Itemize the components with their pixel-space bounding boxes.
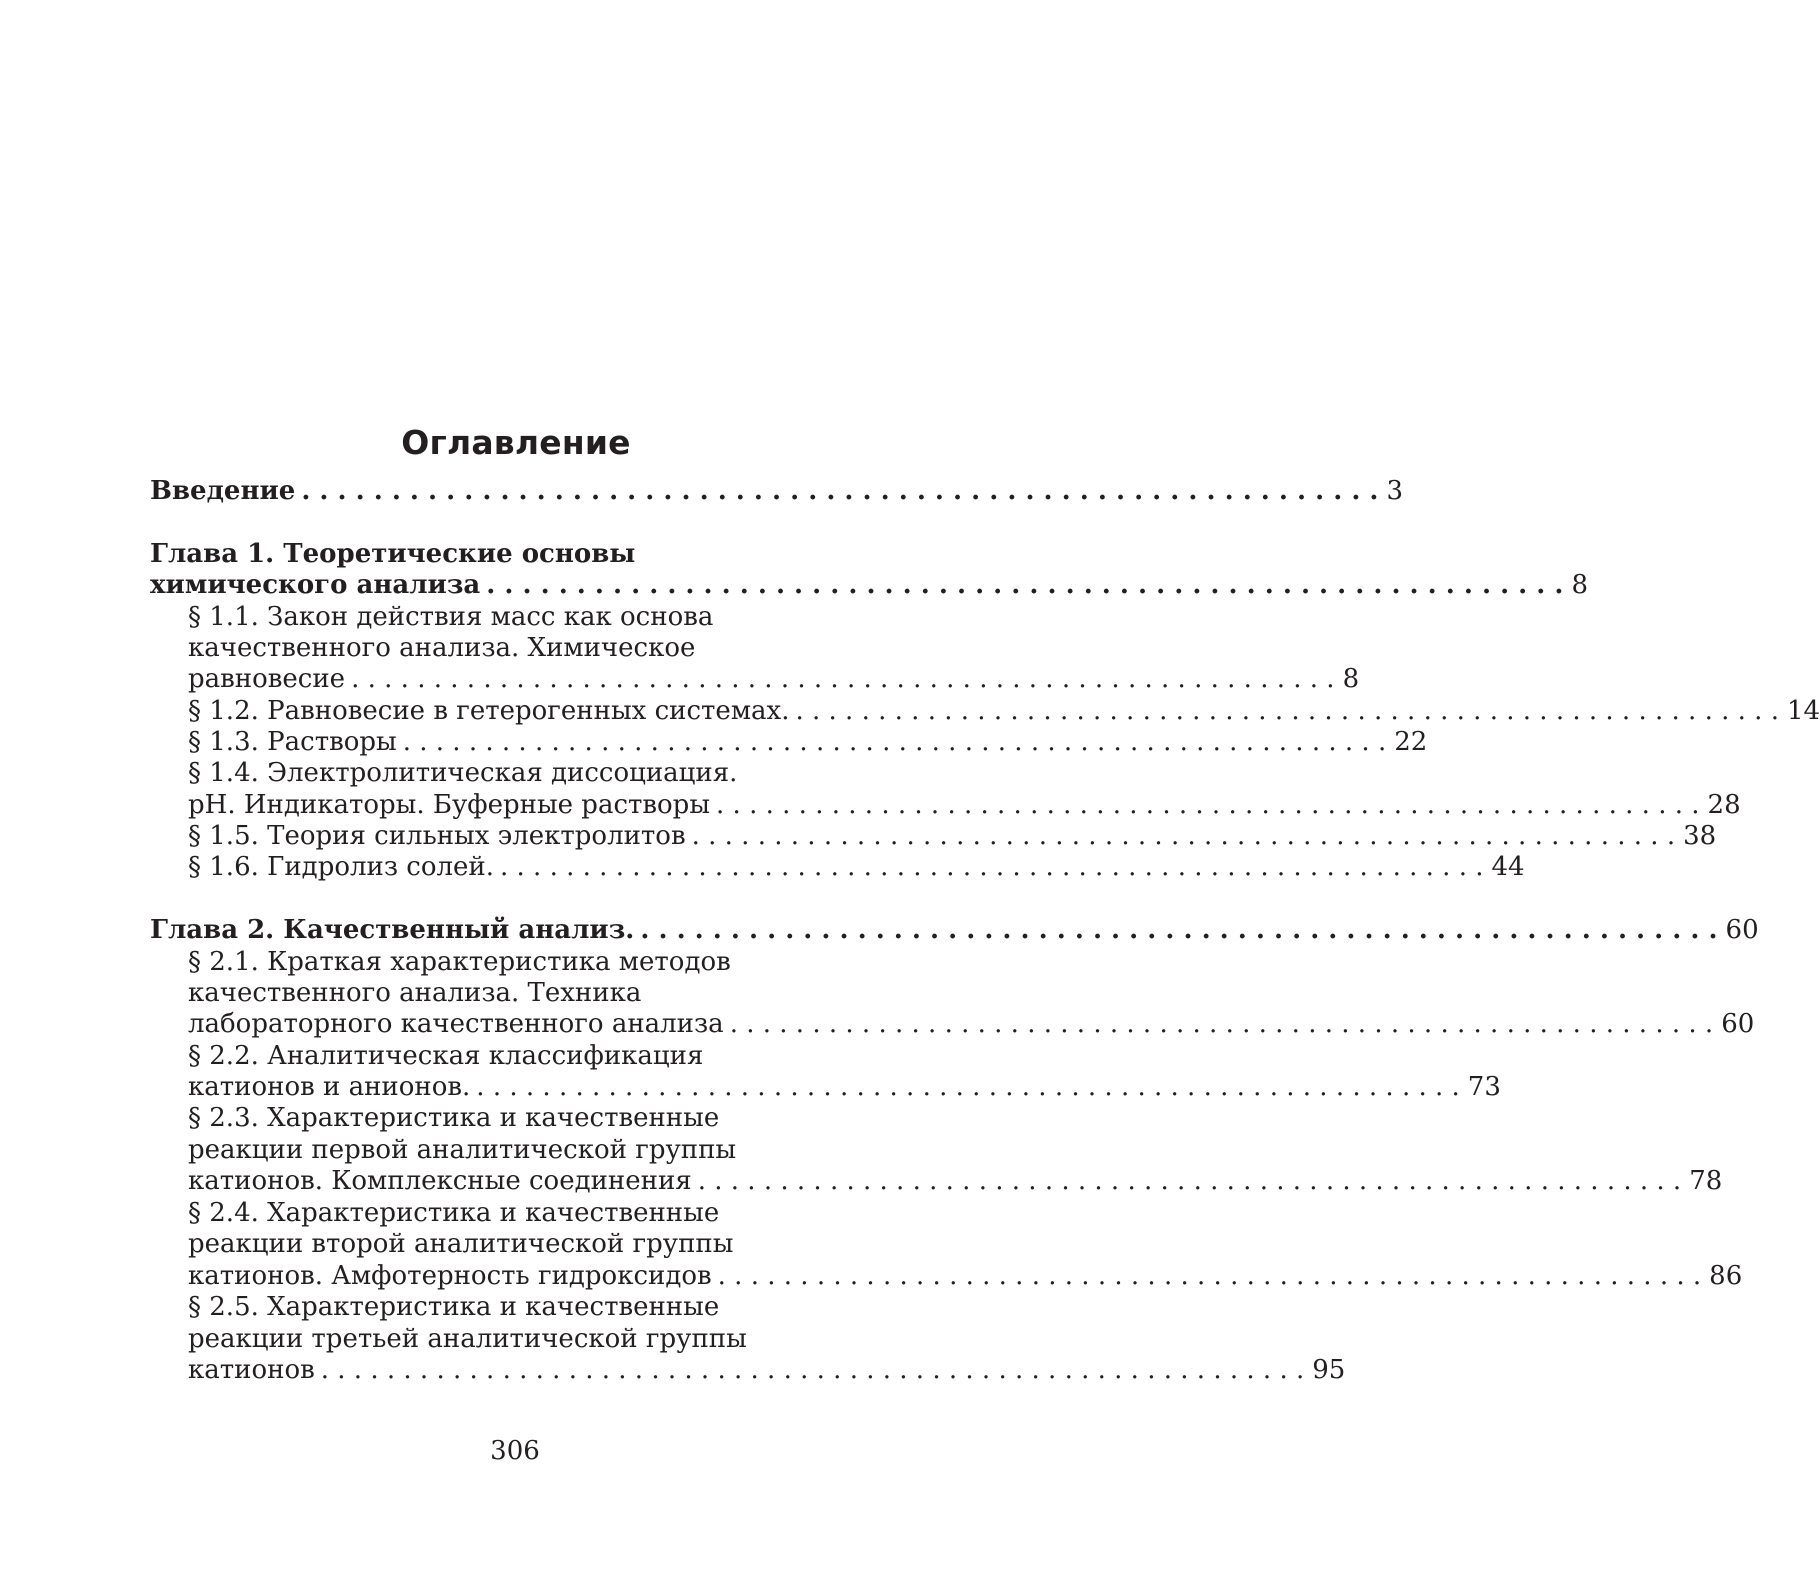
toc-section-1-6 (188, 852, 1525, 883)
toc-section-2-4-cont (188, 1229, 881, 1260)
dot-leader: . . . . . . . . . . . . . . . . . . . . . . . . . . . . . . . . . . . . . . . . . . . . . . . . . . . . . . . . . . . . (729, 1009, 1714, 1039)
toc-entry-text: § 2.4. Характеристика и качественные (188, 1198, 720, 1228)
toc-section-2-3-cont (188, 1135, 881, 1166)
toc-page-number: 22 (1394, 727, 1428, 757)
toc-section-1-1-cont (188, 664, 1360, 695)
toc-entry-text: катионов и анионов. (188, 1072, 471, 1102)
toc-page-number: 86 (1709, 1261, 1743, 1291)
toc-section-1-4 (188, 758, 881, 789)
toc-section-1-4-cont (188, 790, 1741, 821)
toc-entry-text: Введение (150, 476, 296, 506)
toc-section-2-3-cont (188, 1166, 1723, 1197)
toc-section-1-3 (188, 727, 1428, 758)
dot-leader: . . . . . . . . . . . . . . . . . . . . . . . . . . . . . . . . . . . . . . . . . . . . . . . . . . . . . . . . . . . . (486, 570, 1564, 600)
toc-page-number: 28 (1707, 790, 1741, 820)
toc-page-number: 38 (1683, 821, 1717, 851)
toc-entry-text: Глава 2. Качественный анализ. (150, 915, 635, 945)
toc-entry-text: § 2.5. Характеристика и качественные (188, 1292, 720, 1322)
toc-page-number: 60 (1725, 915, 1759, 945)
dot-leader: . . . . . . . . . . . . . . . . . . . . . . . . . . . . . . . . . . . . . . . . . . . . . . . . . . . . . . . . . . . . (697, 1166, 1682, 1196)
dot-leader: . . . . . . . . . . . . . . . . . . . . . . . . . . . . . . . . . . . . . . . . . . . . . . . . . . . . . . . . . . . . (716, 790, 1700, 820)
toc-section-2-4-cont (188, 1261, 1743, 1292)
page-number: 306 (490, 1436, 540, 1466)
toc-section-1-1-cont (188, 633, 881, 664)
toc-section-1-1 (188, 602, 881, 633)
toc-section-2-2-cont (188, 1072, 1501, 1103)
toc-entry-text: реакции первой аналитической группы (188, 1135, 737, 1165)
dot-leader: . . . . . . . . . . . . . . . . . . . . . . . . . . . . . . . . . . . . . . . . . . . . . . . . . . . . . . . . . . . . (500, 852, 1484, 882)
toc-page-number: 60 (1721, 1009, 1755, 1039)
toc-entry-text: § 1.5. Теория сильных электролитов (188, 821, 686, 851)
toc-entry-text: § 1.4. Электролитическая диссоциация. (188, 758, 738, 788)
dot-leader: . . . . . . . . . . . . . . . . . . . . . . . . . . . . . . . . . . . . . . . . . . . . . . . . . . . . . . . . . . . . (476, 1072, 1460, 1102)
toc-page-number: 78 (1689, 1166, 1723, 1196)
toc-entry-text: Глава 1. Теоретические основы (150, 539, 636, 569)
toc-entry-introduction (150, 476, 1404, 507)
toc-entry-text: реакции второй аналитической группы (188, 1229, 734, 1259)
dot-leader: . . . . . . . . . . . . . . . . . . . . . . . . . . . . . . . . . . . . . . . . . . . . . . . . . . . . . . . . . . . . (691, 821, 1676, 851)
toc-entry-text: § 2.3. Характеристика и качественные (188, 1103, 720, 1133)
toc-section-2-1 (188, 947, 881, 978)
toc-entry-text: химического анализа (150, 570, 481, 600)
toc-chapter-2-heading (150, 915, 1759, 946)
toc-page-number: 14 (1786, 696, 1820, 726)
toc-entry-text: § 1.3. Растворы (188, 727, 397, 757)
page-title: Оглавление (401, 423, 631, 462)
toc-section-2-2 (188, 1041, 881, 1072)
dot-leader: . . . . . . . . . . . . . . . . . . . . . . . . . . . . . . . . . . . . . . . . . . . . . . . . . . . . . . . . . . . . (301, 476, 1379, 506)
toc-page-number: 44 (1491, 852, 1525, 882)
toc-entry-text: § 1.1. Закон действия масс как основа (188, 602, 714, 632)
toc-entry-text: рН. Индикаторы. Буферные растворы (188, 790, 711, 820)
toc-chapter-1-heading-cont (150, 570, 1588, 601)
toc-entry-text: качественного анализа. Химическое (188, 633, 696, 663)
toc-chapter-1-heading (150, 539, 881, 570)
toc-entry-text: реакции третьей аналитической группы (188, 1324, 747, 1354)
toc-entry-text: § 2.2. Аналитическая классификация (188, 1041, 704, 1071)
toc-section-2-3 (188, 1103, 881, 1134)
toc-section-1-2 (188, 696, 1820, 727)
toc-page-number: 3 (1386, 476, 1404, 506)
dot-leader: . . . . . . . . . . . . . . . . . . . . . . . . . . . . . . . . . . . . . . . . . . . . . . . . . . . . . . . . . . . . (795, 696, 1779, 726)
toc-page-number: 8 (1342, 664, 1360, 694)
toc-entry-text: катионов. Комплексные соединения (188, 1166, 692, 1196)
toc-entry-text: § 1.2. Равновесие в гетерогенных системах. (188, 696, 790, 726)
toc-page-number: 8 (1571, 570, 1588, 600)
toc-section-2-5 (188, 1292, 881, 1323)
toc-page-number: 73 (1467, 1072, 1501, 1102)
toc-entry-text: § 1.6. Гидролиз солей. (188, 852, 494, 882)
toc-section-2-4 (188, 1198, 881, 1229)
toc-section-2-5-cont (188, 1324, 881, 1355)
toc-section-2-1-cont (188, 978, 881, 1009)
toc-section-1-5 (188, 821, 1717, 852)
toc-section-2-5-cont (188, 1355, 1346, 1386)
dot-leader: . . . . . . . . . . . . . . . . . . . . . . . . . . . . . . . . . . . . . . . . . . . . . . . . . . . . . . . . . . . . (717, 1261, 1702, 1291)
toc-entry-text: § 2.1. Краткая характеристика методов (188, 947, 731, 977)
toc-entry-text: качественного анализа. Техника (188, 978, 642, 1008)
toc-section-2-1-cont (188, 1009, 1755, 1040)
toc-entry-text: катионов (188, 1355, 315, 1385)
toc-entry-text: лабораторного качественного анализа (188, 1009, 724, 1039)
dot-leader: . . . . . . . . . . . . . . . . . . . . . . . . . . . . . . . . . . . . . . . . . . . . . . . . . . . . . . . . . . . . (402, 727, 1387, 757)
toc-entry-text: равновесие (188, 664, 346, 694)
dot-leader: . . . . . . . . . . . . . . . . . . . . . . . . . . . . . . . . . . . . . . . . . . . . . . . . . . . . . . . . . . . . (351, 664, 1335, 694)
toc-page-number: 95 (1312, 1355, 1346, 1385)
toc-entry-text: катионов. Амфотерность гидроксидов (188, 1261, 712, 1291)
dot-leader: . . . . . . . . . . . . . . . . . . . . . . . . . . . . . . . . . . . . . . . . . . . . . . . . . . . . . . . . . . . . (320, 1355, 1305, 1385)
dot-leader: . . . . . . . . . . . . . . . . . . . . . . . . . . . . . . . . . . . . . . . . . . . . . . . . . . . . . . . . . . . . (640, 915, 1718, 945)
